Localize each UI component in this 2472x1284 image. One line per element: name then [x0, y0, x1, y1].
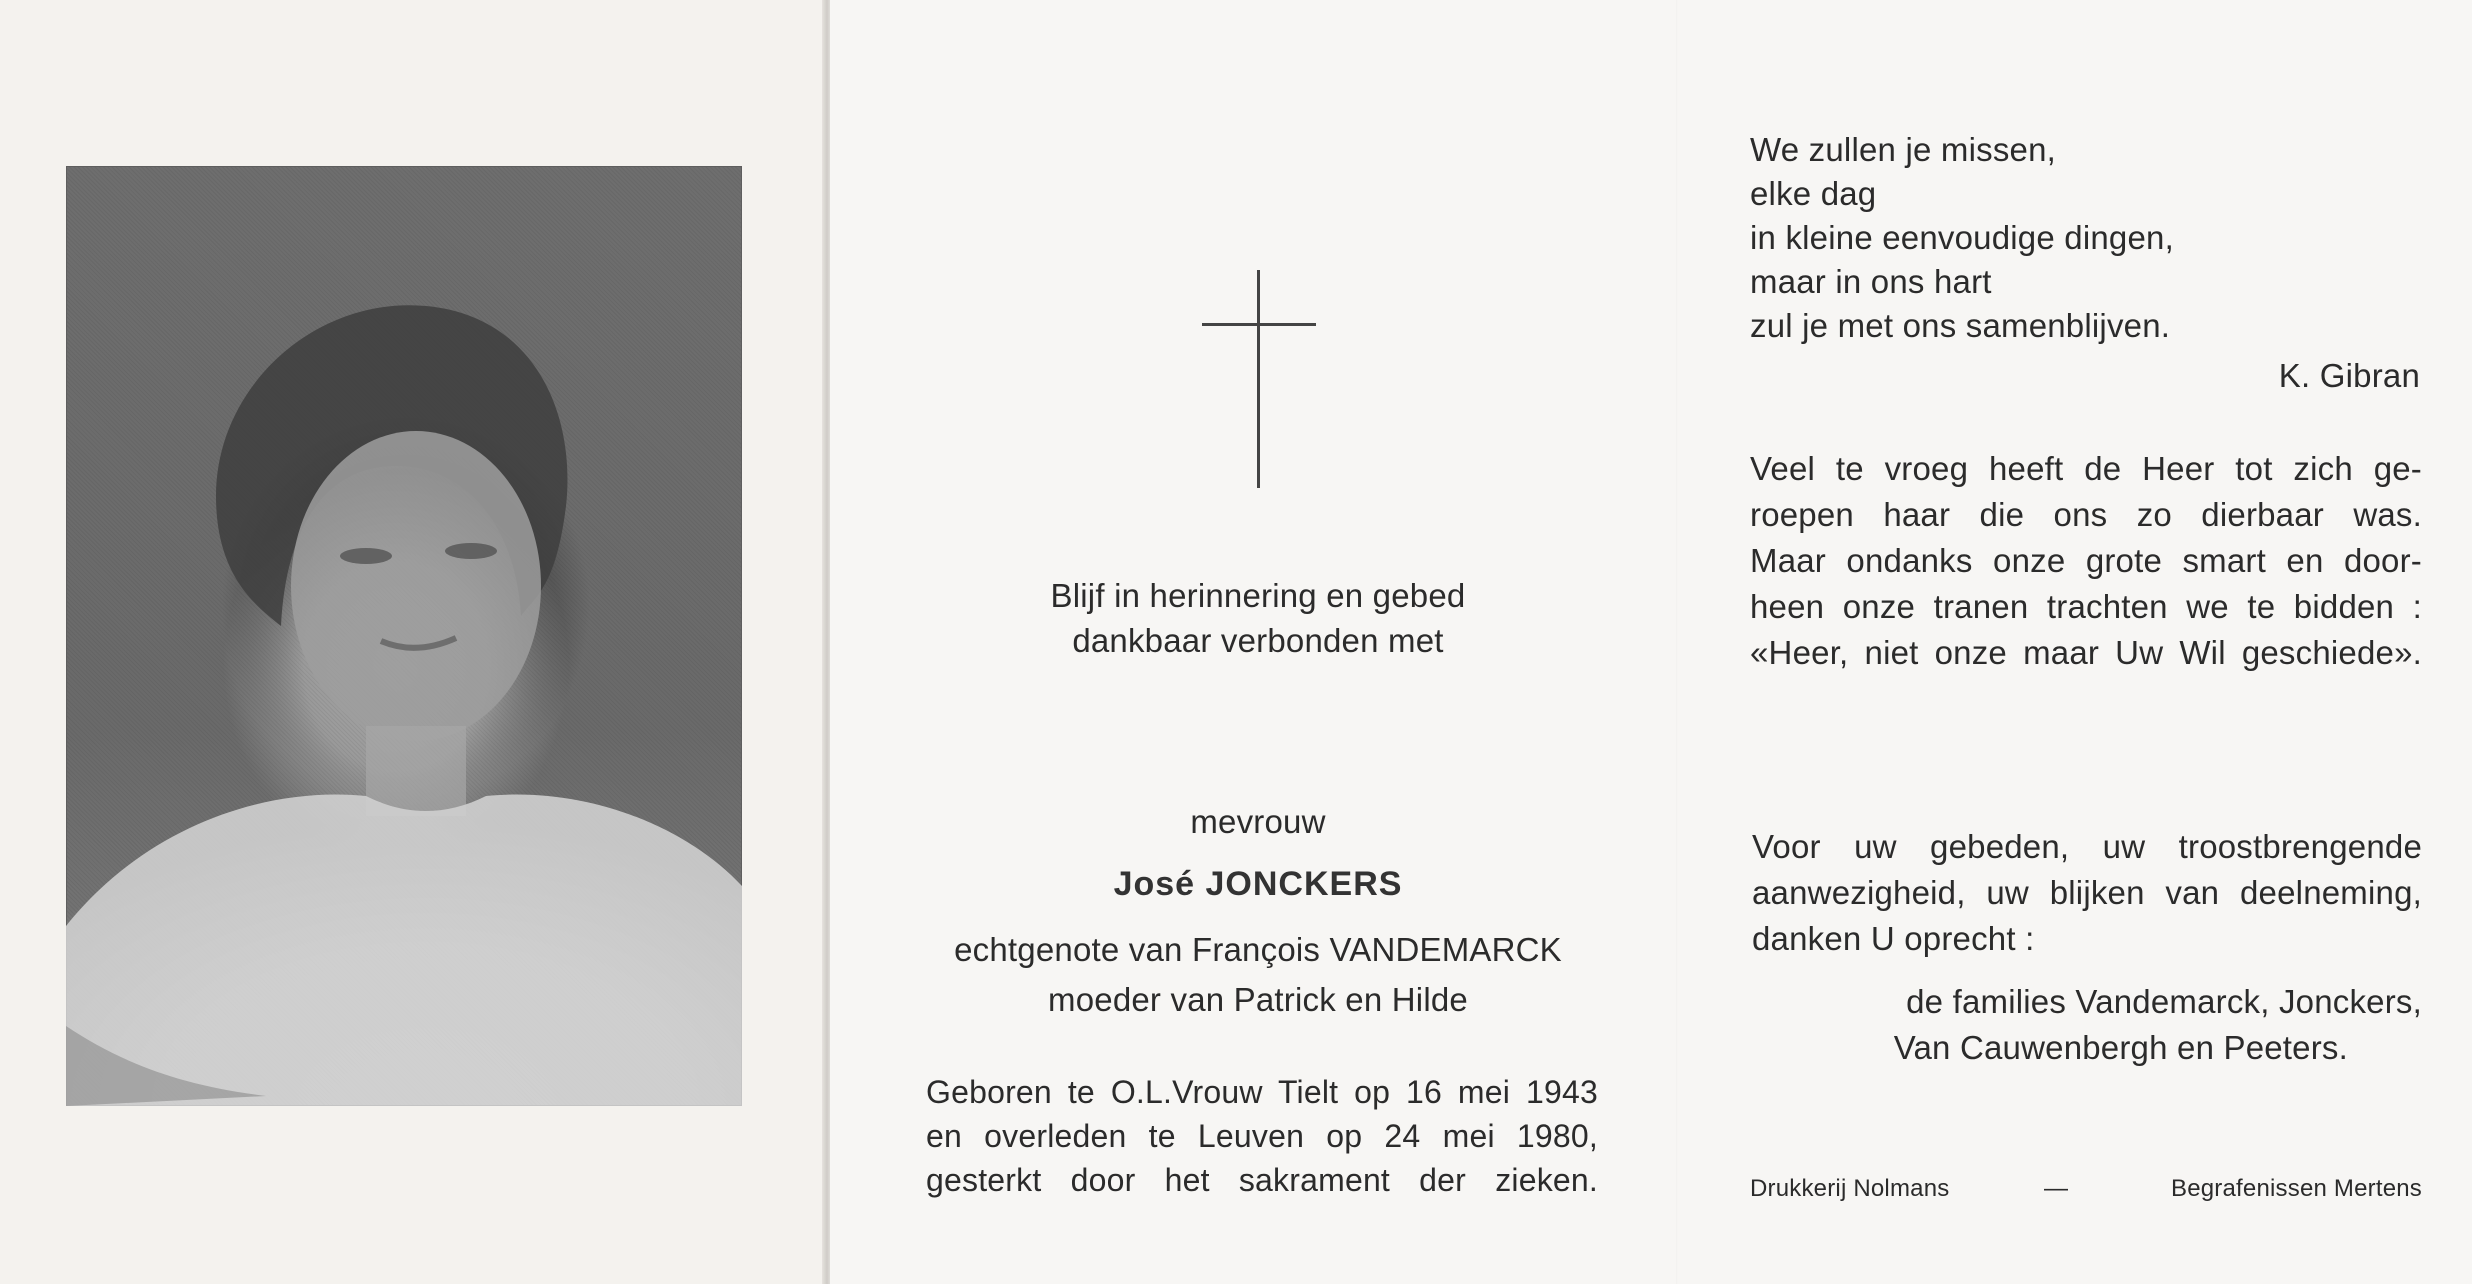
life-dates: [926, 1070, 1598, 1202]
poem: [1750, 128, 2174, 348]
card-fold: [1676, 0, 1678, 1284]
poem-line: elke dag: [1750, 175, 1877, 212]
families-line-1: de families Vandemarck, Jonckers,: [1906, 983, 2422, 1020]
intro-line-2: dankbaar verbonden met: [1072, 622, 1444, 659]
thanks-line: Voor uw gebeden, uw troostbrengende: [1752, 828, 2422, 865]
prayer-line: «Heer, niet onze maar Uw Wil geschiede».: [1750, 634, 2422, 671]
printer-credit: Drukkerij Nolmans: [1750, 1175, 1950, 1202]
families-line-2: Van Cauwenbergh en Peeters.: [1893, 1029, 2348, 1066]
portrait-shading: [66, 166, 742, 1106]
honorific: mevrouw: [1190, 803, 1326, 840]
mother-line: moeder van Patrick en Hilde: [1048, 981, 1468, 1018]
undertaker-credit: Begrafenissen Mertens: [2171, 1175, 2422, 1202]
thanks-paragraph: [1752, 824, 2422, 962]
intro-line-1: Blijf in herinnering en gebed: [1050, 577, 1466, 614]
poem-line: maar in ons hart: [1750, 263, 1992, 300]
poem-line: We zullen je missen,: [1750, 131, 2057, 168]
sacrament-line: gesterkt door het sakrament der zieken.: [926, 1162, 1598, 1198]
poem-line: zul je met ons samenblijven.: [1750, 307, 2171, 344]
portrait-photo: [66, 166, 742, 1106]
footer-dash: —: [2044, 1175, 2069, 1202]
poem-author: K. Gibran: [2278, 357, 2420, 394]
photo-card-panel: [0, 0, 827, 1284]
spouse-line: echtgenote van François VANDEMARCK: [954, 931, 1562, 968]
prayer-line: roepen haar die ons zo dierbaar was.: [1750, 496, 2422, 533]
prayer-line: heen onze tranen trachten we te bidden :: [1750, 588, 2422, 625]
thanks-line: aanwezigheid, uw blijken van deelneming,: [1752, 874, 2422, 911]
prayer-paragraph: [1750, 446, 2422, 676]
prayer-line: Veel te vroeg heeft de Heer tot zich ge-: [1750, 450, 2422, 487]
poem-line: in kleine eenvoudige dingen,: [1750, 219, 2174, 256]
died-line: en overleden te Leuven op 24 mei 1980,: [926, 1118, 1598, 1154]
thanks-line: danken U oprecht :: [1752, 920, 2035, 957]
deceased-name: José JONCKERS: [1113, 865, 1403, 903]
born-line: Geboren te O.L.Vrouw Tielt op 16 mei 1943: [926, 1074, 1598, 1110]
prayer-line: Maar ondanks onze grote smart en door-: [1750, 542, 2422, 579]
